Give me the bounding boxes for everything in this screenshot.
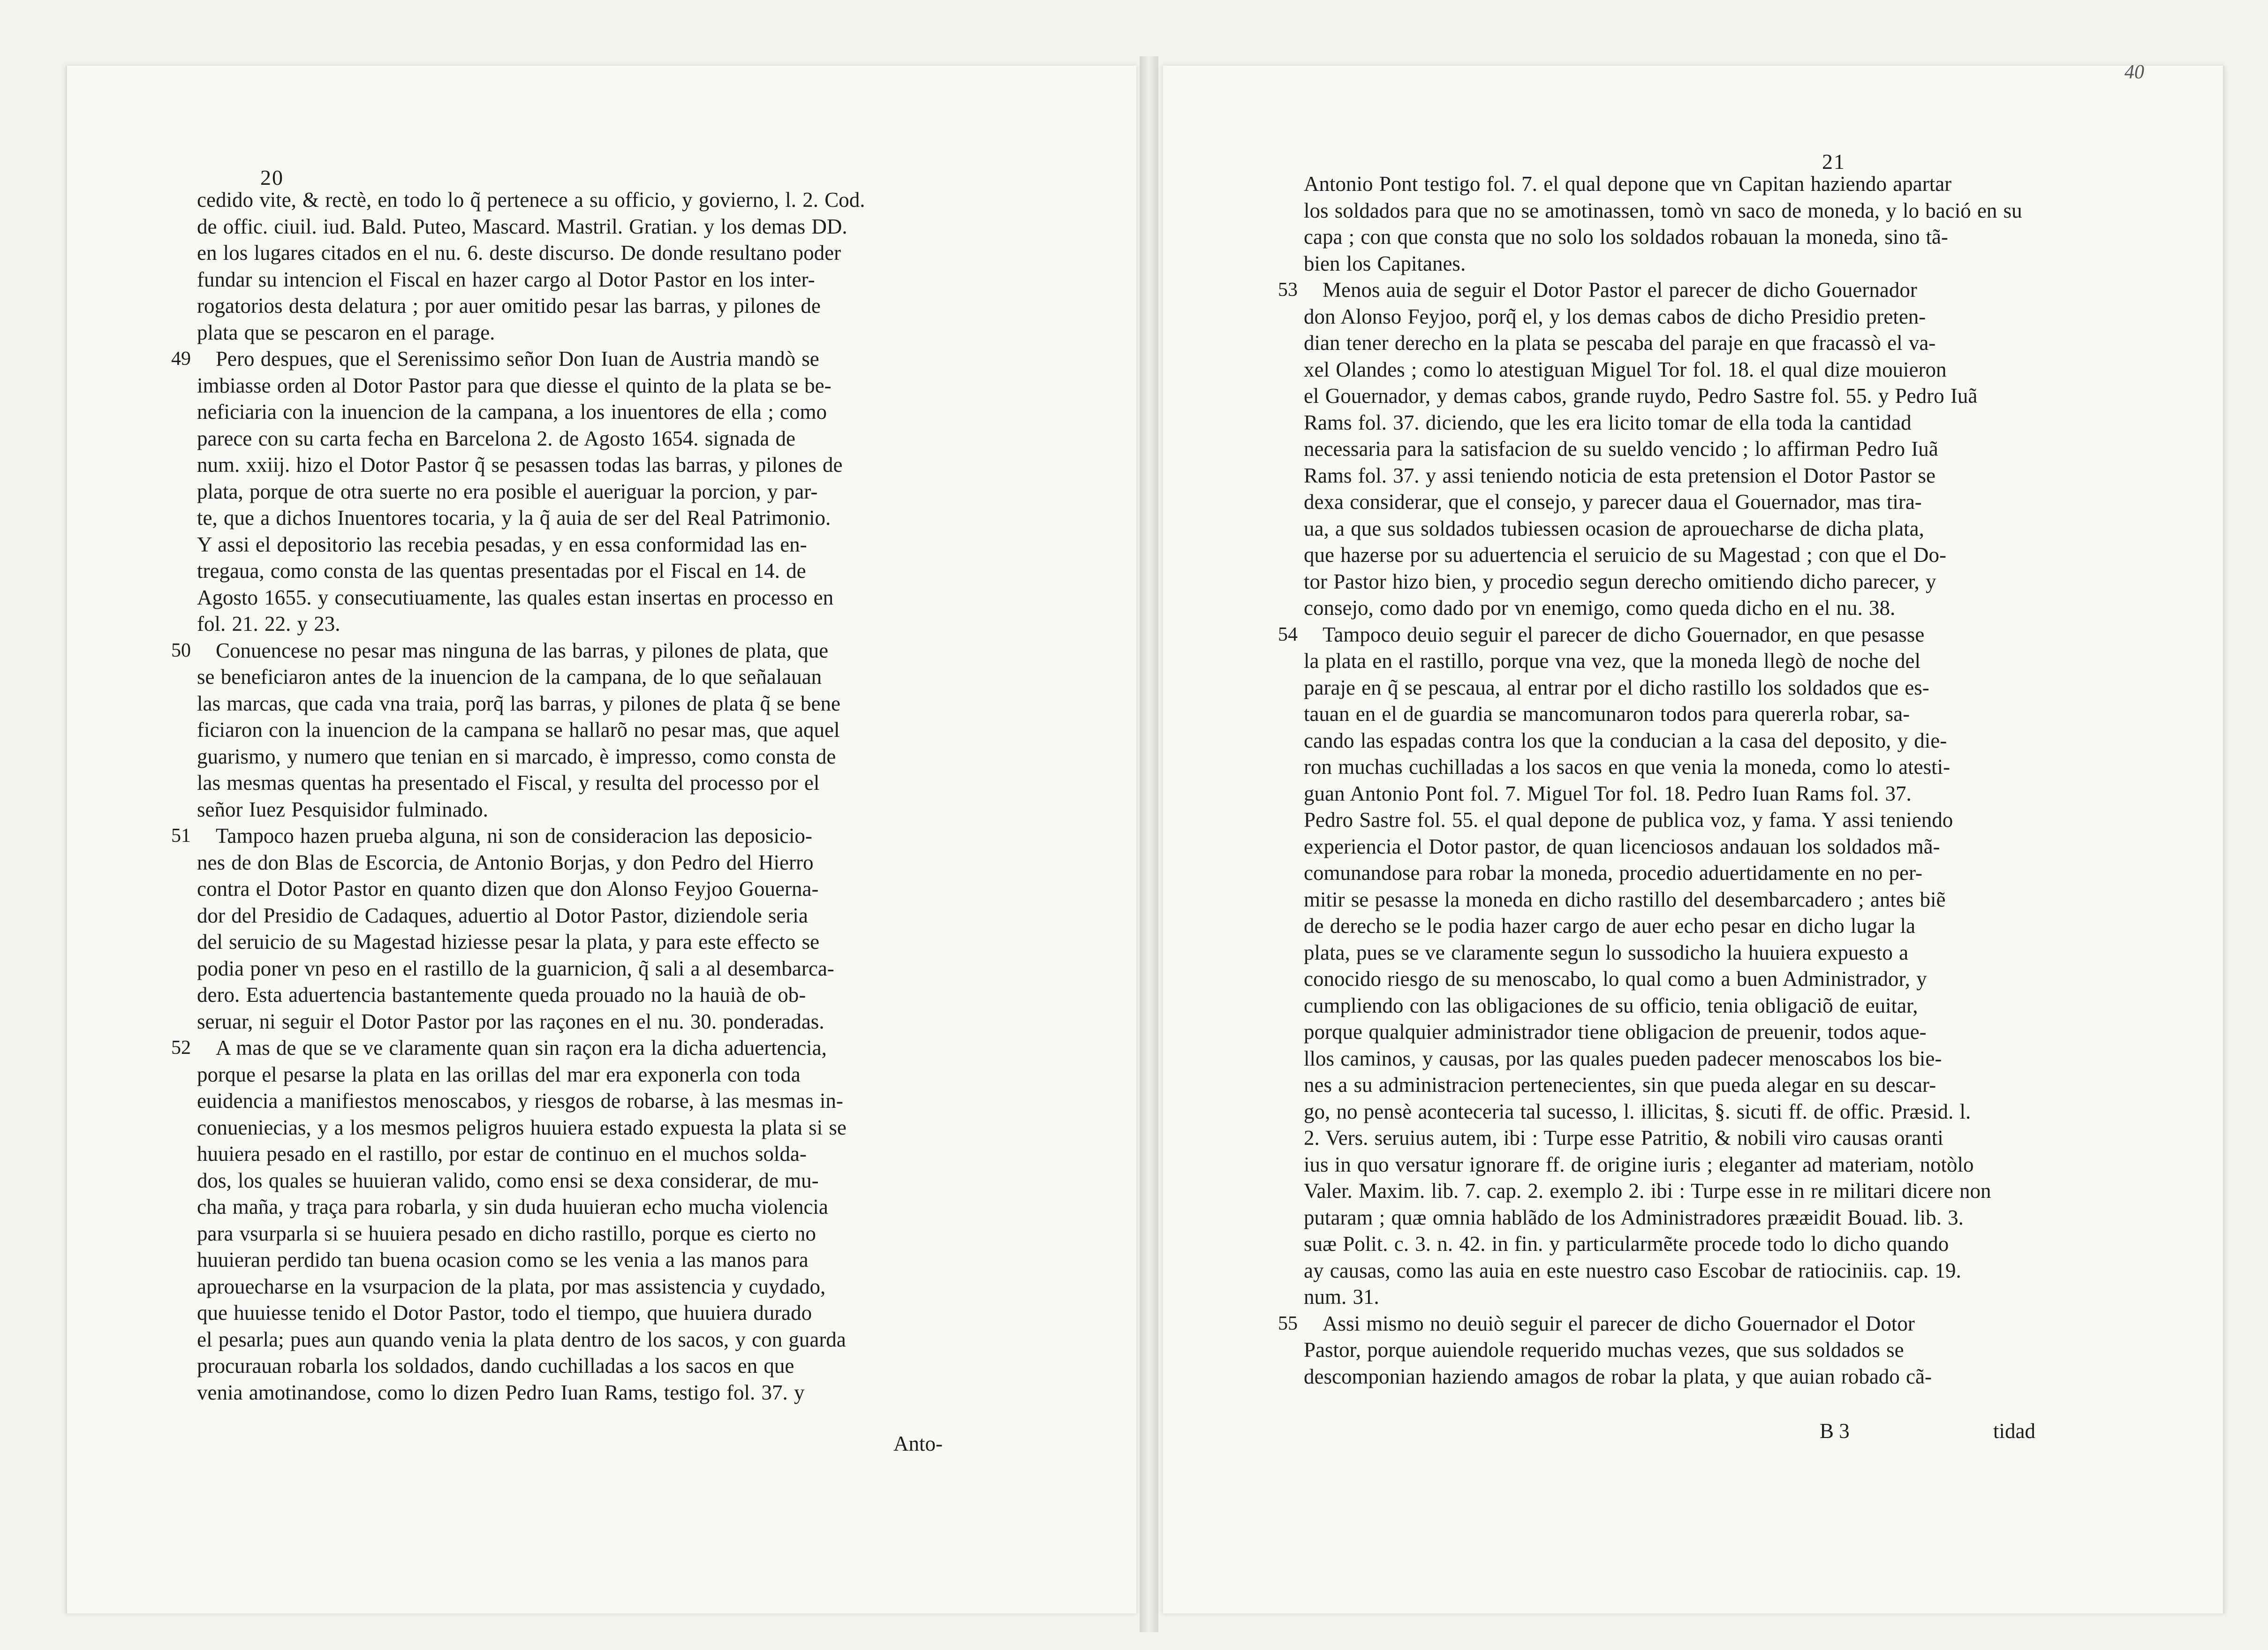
text-line [1304,383,2073,409]
text-line [197,531,966,558]
text-line [1304,886,2073,913]
line-text: euidencia a manifiestos menoscabos, y riesgos de robarse, à las mesmas in- [197,1089,843,1113]
text-line [197,293,966,319]
text-line [197,1194,966,1220]
line-text: neficiaria con la inuencion de la campana, a los inuentores de ella ; como [197,400,827,424]
text-line [1304,462,2073,489]
line-text: tauan en el de guardia se mancomunaron todos para quererla robar, sa- [1304,702,1910,726]
line-text: procurauan robarla los soldados, dando cuchilladas a los sacos en que [197,1354,794,1378]
text-line [197,770,966,796]
text-line [197,1167,966,1194]
text-line [197,1220,966,1247]
line-text: nes a su administracion pertenecientes, sin que pueda alegar en su descar- [1304,1073,1936,1097]
text-line [1304,1204,2073,1231]
text-line [171,637,966,664]
line-text: la plata en el rastillo, porque vna vez, que la moneda llegò de noche del [1304,649,1921,673]
line-text: dero. Esta aduertencia bastantemente queda prouado no la hauià de ob- [197,983,806,1007]
paragraph-number: 55 [1278,1312,1298,1334]
line-text: ron muchas cuchilladas a los sacos en que venia la moneda, como lo atesti- [1304,755,1950,779]
line-text: cha maña, y traça para robarla, y sin duda huuieran echo mucha violencia [197,1195,828,1219]
line-text: las marcas, que cada vna traia, porq̃ las barras, y pilones de plata q̃ se bene [197,691,840,715]
line-text: num. 31. [1304,1285,1379,1309]
page-number-left: 20 [260,166,284,189]
text-line [197,1061,966,1088]
line-text: ay causas, como las auia en este nuestro caso Escobar de ratiociniis. cap. 19. [1304,1258,1961,1282]
text-line [1304,356,2073,383]
text-line [197,611,966,637]
text-line [1278,621,2073,648]
text-line [197,849,966,876]
text-line [1304,1284,2073,1310]
text-line [197,558,966,584]
text-line [1304,489,2073,515]
paragraph-number: 53 [1278,279,1298,301]
catchword-left: Anto- [893,1432,943,1455]
signature-mark: B 3 [1820,1419,1850,1443]
text-line [1304,860,2073,886]
text-line [1304,1045,2073,1072]
text-line [171,346,966,372]
line-text: el Gouernador, y demas cabos, grande ruydo, Pedro Sastre fol. 55. y Pedro Iuã [1304,384,1978,408]
text-line [1304,913,2073,939]
text-line [1304,939,2073,966]
text-line [1304,250,2073,277]
text-line [197,372,966,399]
text-line [1304,542,2073,568]
line-text: mitir se pesasse la moneda en dicho rastillo del desembarcadero ; antes biẽ [1304,887,1946,911]
text-line [1304,833,2073,860]
line-text: las mesmas quentas ha presentado el Fiscal, y resulta del processo por el [197,771,820,795]
text-line [197,187,966,213]
text-line [171,823,966,849]
line-text: te, que a dichos Inuentores tocaria, y la q̃ auia de ser del Real Patrimonio. [197,506,831,530]
text-line [197,1300,966,1326]
line-text: Assi mismo no deuiò seguir el parecer de dicho Gouernador el Dotor [1323,1311,1915,1335]
line-text: don Alonso Feyjoo, porq̃ el, y los demas cabos de dicho Presidio preten- [1304,304,1926,328]
line-text: guan Antonio Pont fol. 7. Miguel Tor fol. 18. Pedro Iuan Rams fol. 37. [1304,781,1912,805]
text-line [197,955,966,982]
paragraph-number: 54 [1278,623,1298,645]
line-text: conueniecias, y a los mesmos peligros huuiera estado expuesta la plata si se [197,1115,847,1139]
text-line [197,982,966,1008]
line-text: porque qualquier administrador tiene obligacion de preuenir, todos aque- [1304,1020,1927,1044]
paragraph-number: 49 [171,348,191,370]
line-text: ficiaron con la inuencion de la campana se hallarõ no pesar mas, que aquel [197,718,840,742]
line-text: parece con su carta fecha en Barcelona 2. de Agosto 1654. signada de [197,426,795,450]
line-text: dexa considerar, que el consejo, y parecer daua el Gouernador, mas tira- [1304,490,1922,514]
text-line [1304,171,2073,197]
line-text: fundar su intencion el Fiscal en hazer cargo al Dotor Pastor en los inter- [197,267,815,291]
line-text: Antonio Pont testigo fol. 7. el qual depone que vn Capitan haziendo apartar [1304,172,1952,196]
line-text: venia amotinandose, como lo dizen Pedro Iuan Rams, testigo fol. 37. y [197,1380,805,1404]
text-line [197,664,966,690]
text-line [1304,1098,2073,1125]
line-text: huuieran perdido tan buena ocasion como se les venia a las manos para [197,1248,809,1272]
text-line [197,690,966,717]
line-text: Pedro Sastre fol. 55. el qual depone de publica voz, y fama. Y assi teniendo [1304,808,1953,832]
text-line [197,213,966,240]
text-line [1278,1310,2073,1337]
text-line [197,505,966,531]
line-text: Tampoco deuio seguir el parecer de dicho Gouernador, en que pesasse [1323,622,1925,646]
text-line [197,743,966,770]
text-line [1304,1363,2073,1390]
text-line [1304,409,2073,436]
catchword-right: tidad [1993,1419,2035,1443]
left-page-text [171,187,966,1406]
line-text: plata, porque de otra suerte no era posible el aueriguar la porcion, y par- [197,479,818,503]
text-line [1304,1019,2073,1045]
book-gutter [1140,56,1158,1632]
line-text: cumpliendo con las obligaciones de su officio, tenia obligaciõ de euitar, [1304,993,1918,1017]
line-text: Conuencese no pesar mas ninguna de las barras, y pilones de plata, que [216,638,829,662]
line-text: necessaria para la satisfacion de su sueldo vencido ; lo affirman Pedro Iuã [1304,437,1938,461]
line-text: Pastor, porque auiendole requerido muchas vezes, que sus soldados se [1304,1338,1904,1362]
text-line [1304,330,2073,356]
text-line [1304,780,2073,807]
paragraph-number: 50 [171,639,191,661]
line-text: go, no pensè aconteceria tal sucesso, l. illicitas, §. sicuti ff. de offic. Præsid. l. [1304,1099,1971,1123]
line-text: cedido vite, & rectè, en todo lo q̃ pertenece a su officio, y govierno, l. 2. Cod. [197,188,865,212]
page-number-right: 21 [1822,150,1845,174]
text-line [1304,224,2073,250]
line-text: de offic. ciuil. iud. Bald. Puteo, Mascard. Mastril. Gratian. y los demas DD. [197,214,847,238]
line-text: Y assi el depositorio las recebia pesadas, y en essa conformidad las en- [197,532,807,556]
line-text: que huuiesse tenido el Dotor Pastor, todo el tiempo, que huuiera durado [197,1301,812,1325]
text-line [1304,1125,2073,1151]
line-text: se beneficiaron antes de la inuencion de la campana, de lo que señalauan [197,665,822,689]
line-text: capa ; con que consta que no solo los soldados robauan la moneda, sino tã- [1304,225,1948,249]
line-text: que hazerse por su aduertencia el seruicio de su Magestad ; con que el Do- [1304,543,1946,567]
text-line [1304,515,2073,542]
text-line [197,425,966,452]
line-text: Tampoco hazen prueba alguna, ni son de consideracion las deposicio- [216,824,812,848]
line-text: dor del Presidio de Cadaques, aduertio al Dotor Pastor, diziendole seria [197,903,808,927]
line-text: contra el Dotor Pastor en quanto dizen que don Alonso Feyjoo Gouerna- [197,877,819,901]
text-line [1304,1178,2073,1204]
line-text: Rams fol. 37. diciendo, que les era licito tomar de ella toda la cantidad [1304,410,1912,434]
text-line [1304,197,2073,224]
text-line [197,1114,966,1141]
text-line [1278,277,2073,303]
line-text: Agosto 1655. y consecutiuamente, las quales estan insertas en processo en [197,585,834,609]
line-text: plata que se pescaron en el parage. [197,320,495,344]
line-text: dian tener derecho en la plata se pescaba del paraje en que fracassò el va- [1304,331,1936,355]
text-line [1304,1337,2073,1363]
text-line [197,1141,966,1167]
line-text: imbiasse orden al Dotor Pastor para que diesse el quinto de la plata se be- [197,373,832,397]
text-line [197,319,966,346]
text-line [197,1273,966,1300]
text-line [197,584,966,611]
text-line [1304,1257,2073,1284]
text-line [197,1247,966,1273]
line-text: nes de don Blas de Escorcia, de Antonio Borjas, y don Pedro del Hierro [197,850,814,874]
text-line [197,796,966,823]
line-text: ius in quo versatur ignorare ff. de origine iuris ; eleganter ad materiam, notòlo [1304,1152,1974,1176]
line-text: aprouecharse en la vsurpacion de la plata, por mas assistencia y cuydado, [197,1274,826,1298]
line-text: porque el pesarse la plata en las orillas del mar era exponerla con toda [197,1062,801,1086]
line-text: el pesarla; pues aun quando venia la plata dentro de los sacos, y con guarda [197,1327,846,1351]
line-text: plata, pues se ve claramente segun lo sussodicho la huuiera expuesto a [1304,940,1909,964]
text-line [197,1353,966,1379]
text-line [1304,1072,2073,1098]
text-line [197,452,966,478]
line-text: tregaua, como consta de las quentas presentadas por el Fiscal en 14. de [197,559,806,583]
line-text: Menos auia de seguir el Dotor Pastor el parecer de dicho Gouernador [1323,278,1917,302]
line-text: tor Pastor hizo bien, y procedio segun derecho omitiendo dicho parecer, y [1304,569,1936,593]
line-text: huuiera pesado en el rastillo, por estar de continuo en el muchos solda- [197,1142,807,1166]
text-line [1304,648,2073,674]
line-text: señor Iuez Pesquisidor fulminado. [197,797,488,821]
paragraph-number: 51 [171,825,191,847]
line-text: bien los Capitanes. [1304,251,1466,275]
text-line [1304,992,2073,1019]
text-line [1304,807,2073,833]
line-text: descomponian haziendo amagos de robar la plata, y que auian robado cã- [1304,1364,1932,1388]
text-line [1304,303,2073,330]
text-line [1304,754,2073,780]
text-line [197,929,966,955]
line-text: en los lugares citados en el nu. 6. deste discurso. De donde resultano poder [197,241,841,265]
text-line [1304,1151,2073,1178]
text-line [1304,568,2073,595]
line-text: 2. Vers. seruius autem, ibi : Turpe esse Patritio, & nobili viro causas oranti [1304,1126,1943,1150]
text-line [197,1008,966,1035]
line-text: suæ Polit. c. 3. n. 42. in fin. y particularmẽte procede todo lo dicho quando [1304,1232,1949,1256]
line-text: Valer. Maxim. lib. 7. cap. 2. exemplo 2. ibi : Turpe esse in re militari dicere non [1304,1179,1991,1203]
text-line [197,1326,966,1353]
line-text: podia poner vn peso en el rastillo de la guarnicion, q̃ sali a al desembarca- [197,956,834,980]
line-text: Pero despues, que el Serenissimo señor Don Iuan de Austria mandò se [216,347,819,371]
text-line [197,1088,966,1114]
text-line [197,717,966,743]
text-line [171,1035,966,1061]
text-line [197,1379,966,1406]
text-line [1304,595,2073,621]
right-page-text [1278,171,2073,1390]
line-text: conocido riesgo de su menoscabo, lo qual como a buen Administrador, y [1304,967,1927,991]
line-text: comunandose para robar la moneda, procedio aduertidamente en no per- [1304,861,1923,885]
text-line [197,240,966,266]
line-text: llos caminos, y causas, por las quales pueden padecer menoscabos los bie- [1304,1046,1942,1070]
text-line [1304,701,2073,727]
text-line [1304,966,2073,992]
line-text: num. xxiij. hizo el Dotor Pastor q̃ se pesassen todas las barras, y pilones de [197,453,843,477]
line-text: guarismo, y numero que tenian en si marcado, è impresso, como consta de [197,744,836,768]
text-line [197,876,966,902]
line-text: dos, los quales se huuieran valido, como ensi se dexa considerar, de mu- [197,1168,819,1192]
text-line [197,399,966,425]
line-text: fol. 21. 22. y 23. [197,612,340,636]
text-line [197,478,966,505]
text-line [1304,674,2073,701]
line-text: consejo, como dado por vn enemigo, como queda dicho en el nu. 38. [1304,596,1896,620]
text-line [1304,436,2073,462]
line-text: ua, a que sus soldados tubiessen ocasion de aprouecharse de dicha plata, [1304,516,1924,540]
line-text: los soldados para que no se amotinassen, tomò vn saco de moneda, y lo bació en su [1304,198,2022,222]
line-text: cando las espadas contra los que la conducian a la casa del deposito, y die- [1304,728,1947,752]
line-text: Rams fol. 37. y assi teniendo noticia de esta pretension el Dotor Pastor se [1304,463,1935,487]
line-text: putaram ; quæ omnia hablãdo de los Administradores prææidit Bouad. lib. 3. [1304,1205,1964,1229]
line-text: de derecho se le podia hazer cargo de auer echo pesar en dicho lugar la [1304,914,1916,938]
text-line [197,902,966,929]
line-text: paraje en q̃ se pescaua, al entrar por el dicho rastillo los soldados que es- [1304,675,1929,699]
text-line [197,266,966,293]
line-text: seruar, ni seguir el Dotor Pastor por las raçones en el nu. 30. ponderadas. [197,1009,824,1033]
paragraph-number: 52 [171,1037,191,1059]
text-line [1304,727,2073,754]
line-text: experiencia el Dotor pastor, de quan licenciosos andauan los soldados mã- [1304,834,1940,858]
line-text: A mas de que se ve claramente quan sin raçon era la dicha aduertencia, [216,1036,827,1060]
line-text: rogatorios desta delatura ; por auer omitido pesar las barras, y pilones de [197,294,821,318]
line-text: para vsurparla si se huuiera pesado en dicho rastillo, porque es cierto no [197,1221,816,1245]
folio-mark: 40 [2124,61,2144,83]
line-text: del seruicio de su Magestad hiziesse pesar la plata, y para este effecto se [197,930,820,954]
text-line [1304,1231,2073,1257]
line-text: xel Olandes ; como lo atestiguan Miguel Tor fol. 18. el qual dize mouieron [1304,357,1947,381]
